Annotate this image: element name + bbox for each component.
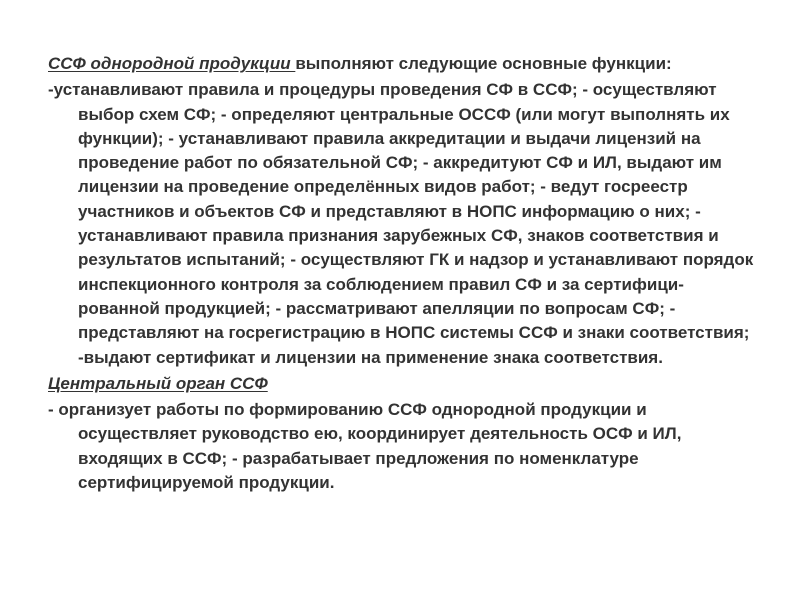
section2-heading: [48, 372, 760, 396]
section2-heading-emphasis: Центральный орган ССФ: [48, 373, 268, 393]
section2-body: - организует работы по формированию ССФ однородной продукции и осуществляет руководство ею, координирует деятельность ОСФ и ИЛ, входящих в ССФ; - разрабатывает предложения по номенклатуре сертифицируемой продукции.: [48, 400, 682, 493]
slide-content: [48, 52, 760, 495]
section1-heading-text: выполняют следующие основные функции:: [295, 54, 672, 73]
section1-heading: [48, 52, 760, 76]
section1-heading-emphasis: ССФ однородной продукции: [48, 54, 296, 73]
section1-body: -устанавливают правила и процедуры проведения СФ в ССФ; - осуществляют выбор схем СФ; - определяют центральные ОССФ (или могут выполнять их функции); - устанавливают правила аккредитации и выдачи лицензий на проведение работ по обязательной СФ; - аккредитуют СФ и ИЛ, выдают им лицензии на проведение определённых видов работ; - ведут госреестр участников и объектов СФ и представляют в НОПС информацию о них; - устанавливают правила признания зарубежных СФ, знаков соответствия и результатов испытаний; - осуществляют ГК и надзор и устанавливают порядок инспекционного контроля за соблюдением правил СФ и за сертифици-рованной продукцией; - рассматривают апелляции по вопросам СФ; - представляют на госрегистрацию в НОПС системы ССФ и знаки соответствия; -выдают сертификат и лицензии на применение знака соответствия.: [48, 80, 754, 367]
